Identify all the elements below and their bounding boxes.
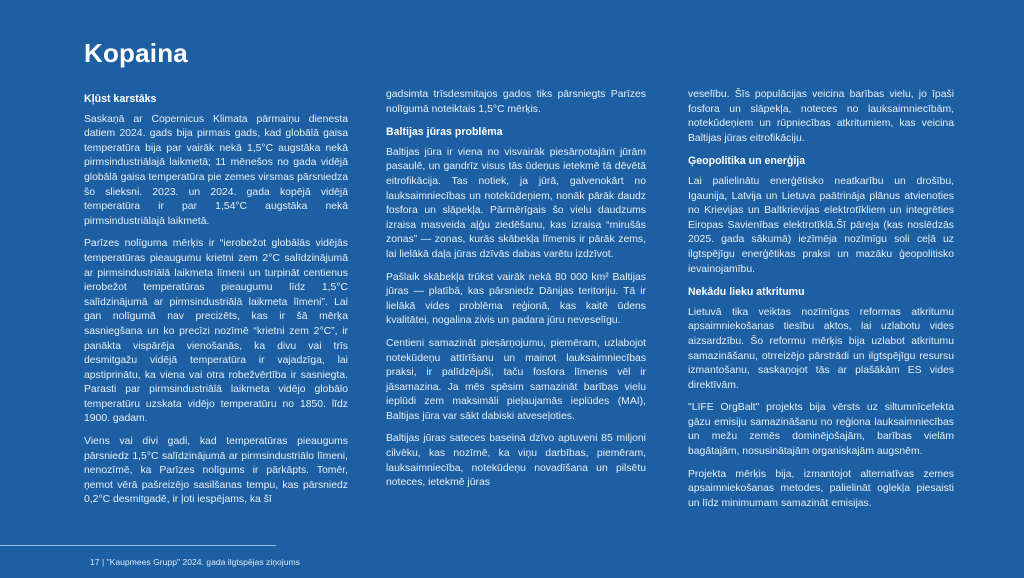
section-heading-getting-hotter: Kļūst karstāks [84,93,157,105]
section-heading-geopolitics-energy: Ģeopolitika un enerģija [688,155,806,168]
paragraph: Lai palielinātu enerģētisko neatkarību un drošību, Igaunija, Latvija un Lietuva paātrināja plānus atvienoties no Krievijas un Baltkrievijas elektrotīkliem un integrēties Eiropas Savienības elektrotīklā.Šī pāreja (kas noslēdzās 2025. gada sākumā) iezīmēja nozīmīgu soli ceļā uz ilgtspējīgu enerģētikas praksi un mazāku ģeopolitisko ievainojamību. [688,175,954,275]
paragraph: Pašlaik skābekļa trūkst vairāk nekā 80 000 km² Baltijas jūras — platībā, kas pārsniedz Dānijas teritoriju. Tā ir lielākā vides problēma reģionā, kas kaitē ūdens kvalitātei, nogalina zivis un padara jūru neveselīgu. [386,271,646,327]
section-heading-no-waste: Nekādu lieku atkritumu [688,286,805,299]
paragraph: Saskaņā ar Copernicus Klimata pārmaiņu dienesta datiem 2024. gads bija pirmais gads, kad globālā gaisa temperatūra bija par vairāk nekā 1,5°C augstāka nekā pirmsindustriālajā laikmetā; 11 mēnešos no gada vidējā globālā gaisa temperatūra pie zemes virsmas pārsniedza šo slieksni. 2023. un 2024. gada kopējā vidējā temperatūra ir par 1,54°C augstāka nekā pirmsindustriālajā laikmetā. [84,113,348,227]
paragraph: "LIFE OrgBalt" projekts bija vērsts uz siltumnīcefekta gāzu emisiju samazināšanu no reģiona lauksaimniecības un mežu zemēs dominējošajām, barības vielām bagātajām, nosusinātajām organiskajām augsnēm. [688,402,954,458]
paragraph: Parīzes nolīguma mērķis ir “ierobežot globālās vidējās temperatūras pieaugumu krietni zem 2°C salīdzinājumā ar pirmsindustriālā laikmeta līmeni un turpināt centienus ierobežot temperatūras pieaugumu līdz 1,5°C salīdzinājumā ar pirmsindustriālā laikmeta līmeni”. Lai gan nolīgumā nav precizēts, kas ir šā mērķa sasniegšana un ko precīzi nozīmē “krietni zem 2°C”, ir panākta vispārēja vienošanās, ka divu vai trīs desmitgažu vidējā temperatūra ir vajadzīga, lai apstiprinātu, ka viena vai otra robežvērtība ir sasniegta. Parasti par pirmsindustriālā laikmeta vidējo globālo temperatūru uzskata vidējo temperatūru no 1850. līdz 1900. gadam. [84,238,348,425]
column-1 [84,92,348,516]
column-2 [386,88,646,499]
paragraph: gadsimta trīsdesmitajos gados tiks pārsniegts Parīzes nolīgumā noteiktais 1,5°C mērķis. [386,89,646,115]
paragraph: Projekta mērķis bija, izmantojot alternatīvas zemes apsaimniekošanas metodes, palielināt oglekļa piesaisti un līdz minimumam samazināt emisijas. [688,468,954,509]
paragraph: Viens vai divi gadi, kad temperatūras pieaugums pārsniedz 1,5°C salīdzinājumā ar pirmsindustriālo līmeni, nenozīmē, ka Parīzes nolīgums ir pārkāpts. Tomēr, ņemot vērā pašreizējo sasilšanas tempu, kas pārsniedz 0,2°C desmitgadē, ir ļoti iespējams, ka šī [84,436,348,506]
paragraph: Lietuvā tika veiktas nozīmīgas reformas atkritumu apsaimniekošanas tiesību aktos, lai uzlabotu vides aizsardzību. Šo reformu mērķis bija uzlabot atkritumu samazināšanu, otrreizējo pārstrādi un ilgtspējīgu resursu izmantošanu, saskaņojot tās ar plašākām ES vides direktīvām. [688,306,954,391]
page-title: Kopaina [84,38,188,68]
paragraph: Baltijas jūras sateces baseinā dzīvo aptuveni 85 miljoni cilvēku, kas nozīmē, ka viņu darbības, piemēram, lauksaimniecība, notekūdeņu novadīšana un pilsētu noteces, ietekmē jūras [386,433,646,489]
paragraph: Baltijas jūra ir viena no visvairāk piesārņotajām jūrām pasaulē, un gandrīz visus tās ūdeņus ietekmē tā dēvētā eitrofikācija. Tas notiek, ja jūrā, galvenokārt no lauksaimniecības un notekūdeņiem, nonāk pārāk daudz fosfora un slāpekļa. Pārmērīgais šo vielu daudzums izraisa masveida aļģu ziedēšanu, kas izraisa “mirušās zonas” — zonas, kurās skābekļa līmenis ir pārāk zems, lai lielākā daļa jūras dzīvās dabas varētu izdzīvot. [386,146,646,260]
footer-page-label: 17 | "Kaupmees Grupp" 2024. gada ilgtspējas ziņojums [90,557,300,567]
column-3 [688,88,954,519]
footer-divider [0,545,276,546]
section-heading-baltic-sea: Baltijas jūras problēma [386,126,503,139]
paragraph: Centieni samazināt piesārņojumu, piemēram, uzlabojot notekūdeņu attīrīšanu un mainot lauksaimniecības praksi, ir palīdzējuši, taču fosfora līmenis vēl ir jāsamazina. Ja mēs spēsim samazināt barības vielu ieplūdi zem maksimāli pieļaujamās ieplūdes (MAI), Baltijas jūra var sākt dabiski atveseļoties. [386,337,646,422]
paragraph: veselību. Šīs populācijas veicina barības vielu, jo īpaši fosfora un slāpekļa, noteces no lauksaimniecībām, notekūdeņiem un rūpniecības atkritumiem, kas veicina Baltijas jūras eitrofikāciju. [688,89,954,144]
